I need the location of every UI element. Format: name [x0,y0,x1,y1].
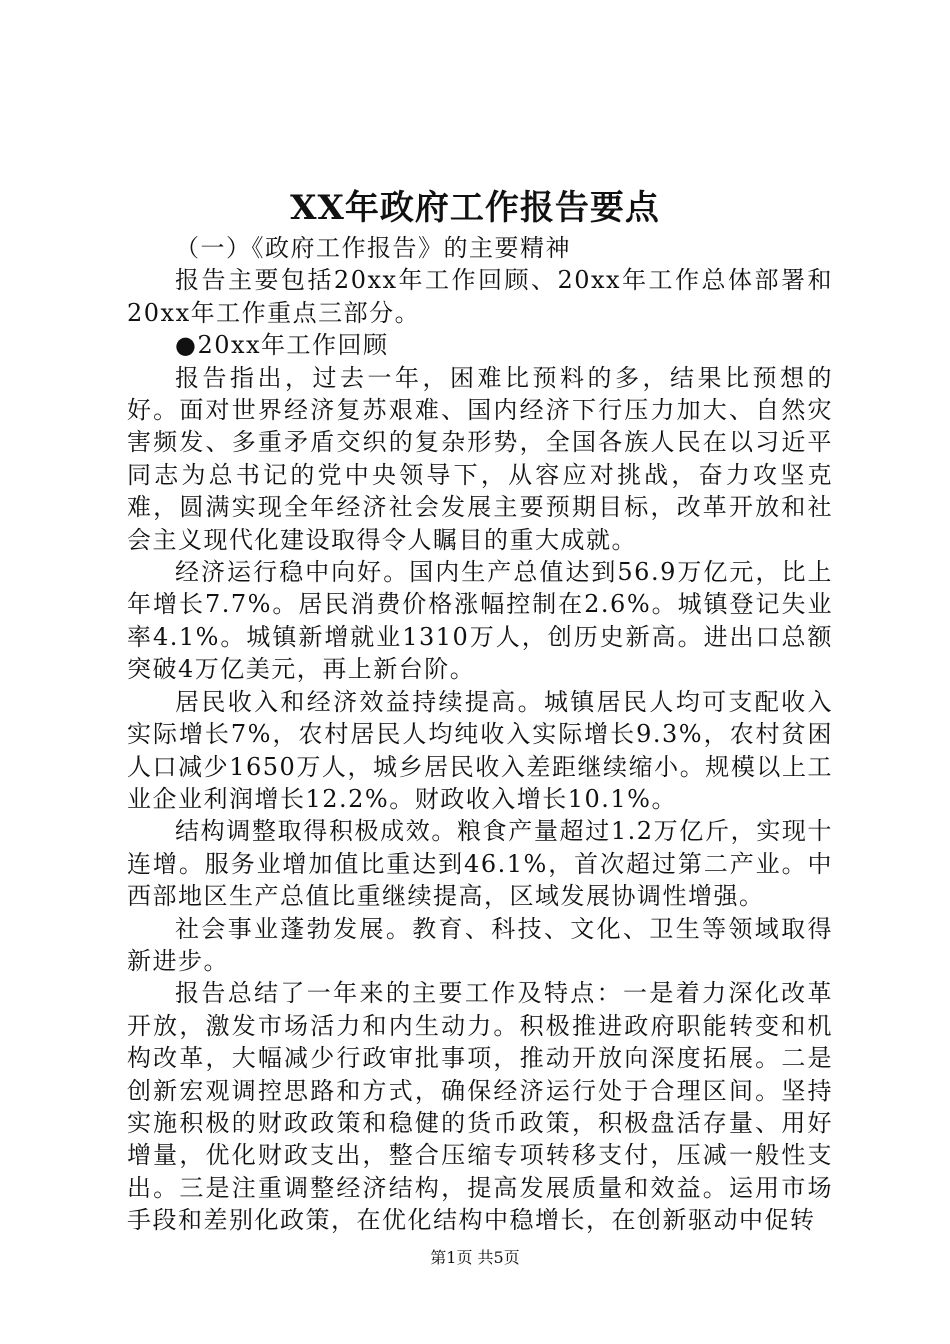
document-title: XX年政府工作报告要点 [290,188,660,228]
document-body [127,232,833,1237]
page-footer: 第1页 共5页 [430,1248,520,1267]
body-paragraph: 报告主要包括20xx年工作回顾、20xx年工作总体部署和20xx年工作重点三部分。 [127,266,833,327]
bullet-heading: ●20xx年工作回顾 [175,331,389,360]
body-paragraph: 报告总结了一年来的主要工作及特点：一是着力深化改革开放，激发市场活力和内生动力。积极推进政府职能转变和机构改革，大幅减少行政审批事项，推动开放向深度拓展。二是创新宏观调控思路和方式，确保经济运行处于合理区间。坚持实施积极的财政政策和稳健的货币政策，积极盘活存量、用好增量，优化财政支出，整合压缩专项转移支付，压减一般性支出。三是注重调整经济结构，提高发展质量和效益。运用市场手段和差别化政策，在优化结构中稳增长，在创新驱动中促转 [127,979,833,1235]
section-heading: （一）《政府工作报告》的主要精神 [175,234,571,262]
body-paragraph: 报告指出，过去一年，困难比预料的多，结果比预想的好。面对世界经济复苏艰难、国内经济下行压力加大、自然灾害频发、多重矛盾交织的复杂形势，全国各族人民在以习近平同志为总书记的党中央领导下，从容应对挑战，奋力攻坚克难，圆满实现全年经济社会发展主要预期目标，改革开放和社会主义现代化建设取得令人瞩目的重大成就。 [127,363,833,554]
body-paragraph: 居民收入和经济效益持续提高。城镇居民人均可支配收入实际增长7%，农村居民人均纯收入实际增长9.3%，农村贫困人口减少1650万人，城乡居民收入差距继续缩小。规模以上工业企业利润增长12.2%。财政收入增长10.1%。 [127,687,833,813]
body-paragraph: 结构调整取得积极成效。粮食产量超过1.2万亿斤，实现十连增。服务业增加值比重达到46.1%，首次超过第二产业。中西部地区生产总值比重继续提高，区域发展协调性增强。 [127,817,833,911]
body-paragraph: 经济运行稳中向好。国内生产总值达到56.9万亿元，比上年增长7.7%。居民消费价格涨幅控制在2.6%。城镇登记失业率4.1%。城镇新增就业1310万人，创历史新高。进出口总额突破4万亿美元，再上新台阶。 [127,558,833,684]
body-paragraph: 社会事业蓬勃发展。教育、科技、文化、卫生等领域取得新进步。 [127,914,833,975]
